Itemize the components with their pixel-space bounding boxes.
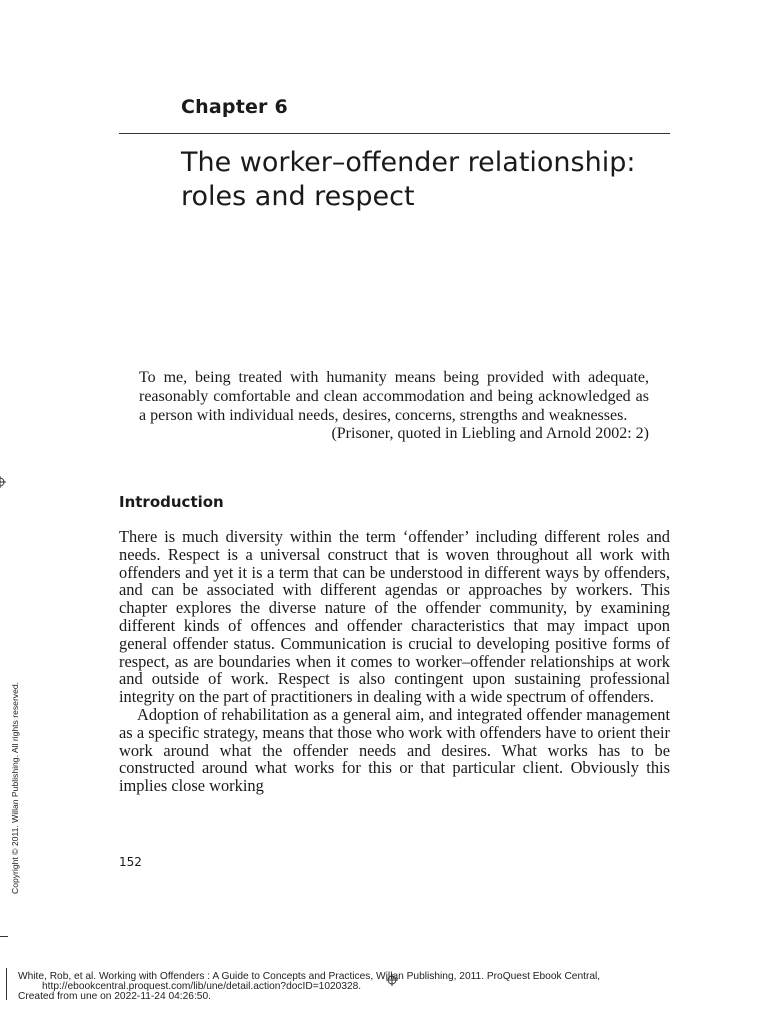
chapter-label: Chapter 6 [181,96,288,118]
left-margin-mark [6,968,7,1000]
chapter-title [181,146,681,214]
registration-mark-icon [0,476,6,488]
footer-link[interactable]: http://ebookcentral.proquest.com/lib/une/detail.action?docID=1020328. [42,981,362,992]
paragraph: Adoption of rehabilitation as a general aim, and integrated offender management as a specific strategy, means that those who work with offenders have to orient their work around what the offender needs and desires. What works has to be constructed around what works for this or that particular client. Obviously this implies close working [119,704,670,796]
page-number: 152 [119,855,142,869]
footer [18,972,600,1002]
footer-citation: White, Rob, et al. Working with Offenders : A Guide to Concepts and Practices, Willan Publishing, 2011. ProQuest Ebook Central, [18,971,601,982]
chapter-title-line-1: The worker–offender relationship: [181,147,636,178]
epigraph [139,369,649,444]
section-heading: Introduction [119,493,224,511]
epigraph-quote: To me, being treated with humanity means being provided with adequate, reasonably comfortable and clean accommodation and being acknowledged as a person with individual needs, desires, concerns, strengths and weaknesses. [139,369,649,424]
footer-created: Created from une on 2022-11-24 04:26:50. [18,991,211,1002]
body-text [119,528,670,795]
epigraph-source: (Prisoner, quoted in Liebling and Arnold 2002: 2) [331,425,649,443]
side-copyright: Copyright © 2011. Willan Publishing. All rights reserved. [10,681,20,894]
chapter-rule [119,133,670,134]
crop-mark-line [0,936,8,937]
chapter-title-line-2: roles and respect [181,181,415,212]
paragraph: There is much diversity within the term ‘offender’ including different roles and needs. Respect is a universal construct that is woven throughout all work with offenders and yet it is a term that can be understood in different ways by offenders, and can be associated with different agendas or approaches by workers. This chapter explores the diverse nature of the offender community, by examining different kinds of offences and offender characteristics that may impact upon general offender status. Communication is crucial to developing positive forms of respect, as are boundaries when it comes to worker–offender relationships at work and outside of work. Respect is also contingent upon sustaining professional integrity on the part of practitioners in dealing with a wide spectrum of offenders. [119,527,670,707]
